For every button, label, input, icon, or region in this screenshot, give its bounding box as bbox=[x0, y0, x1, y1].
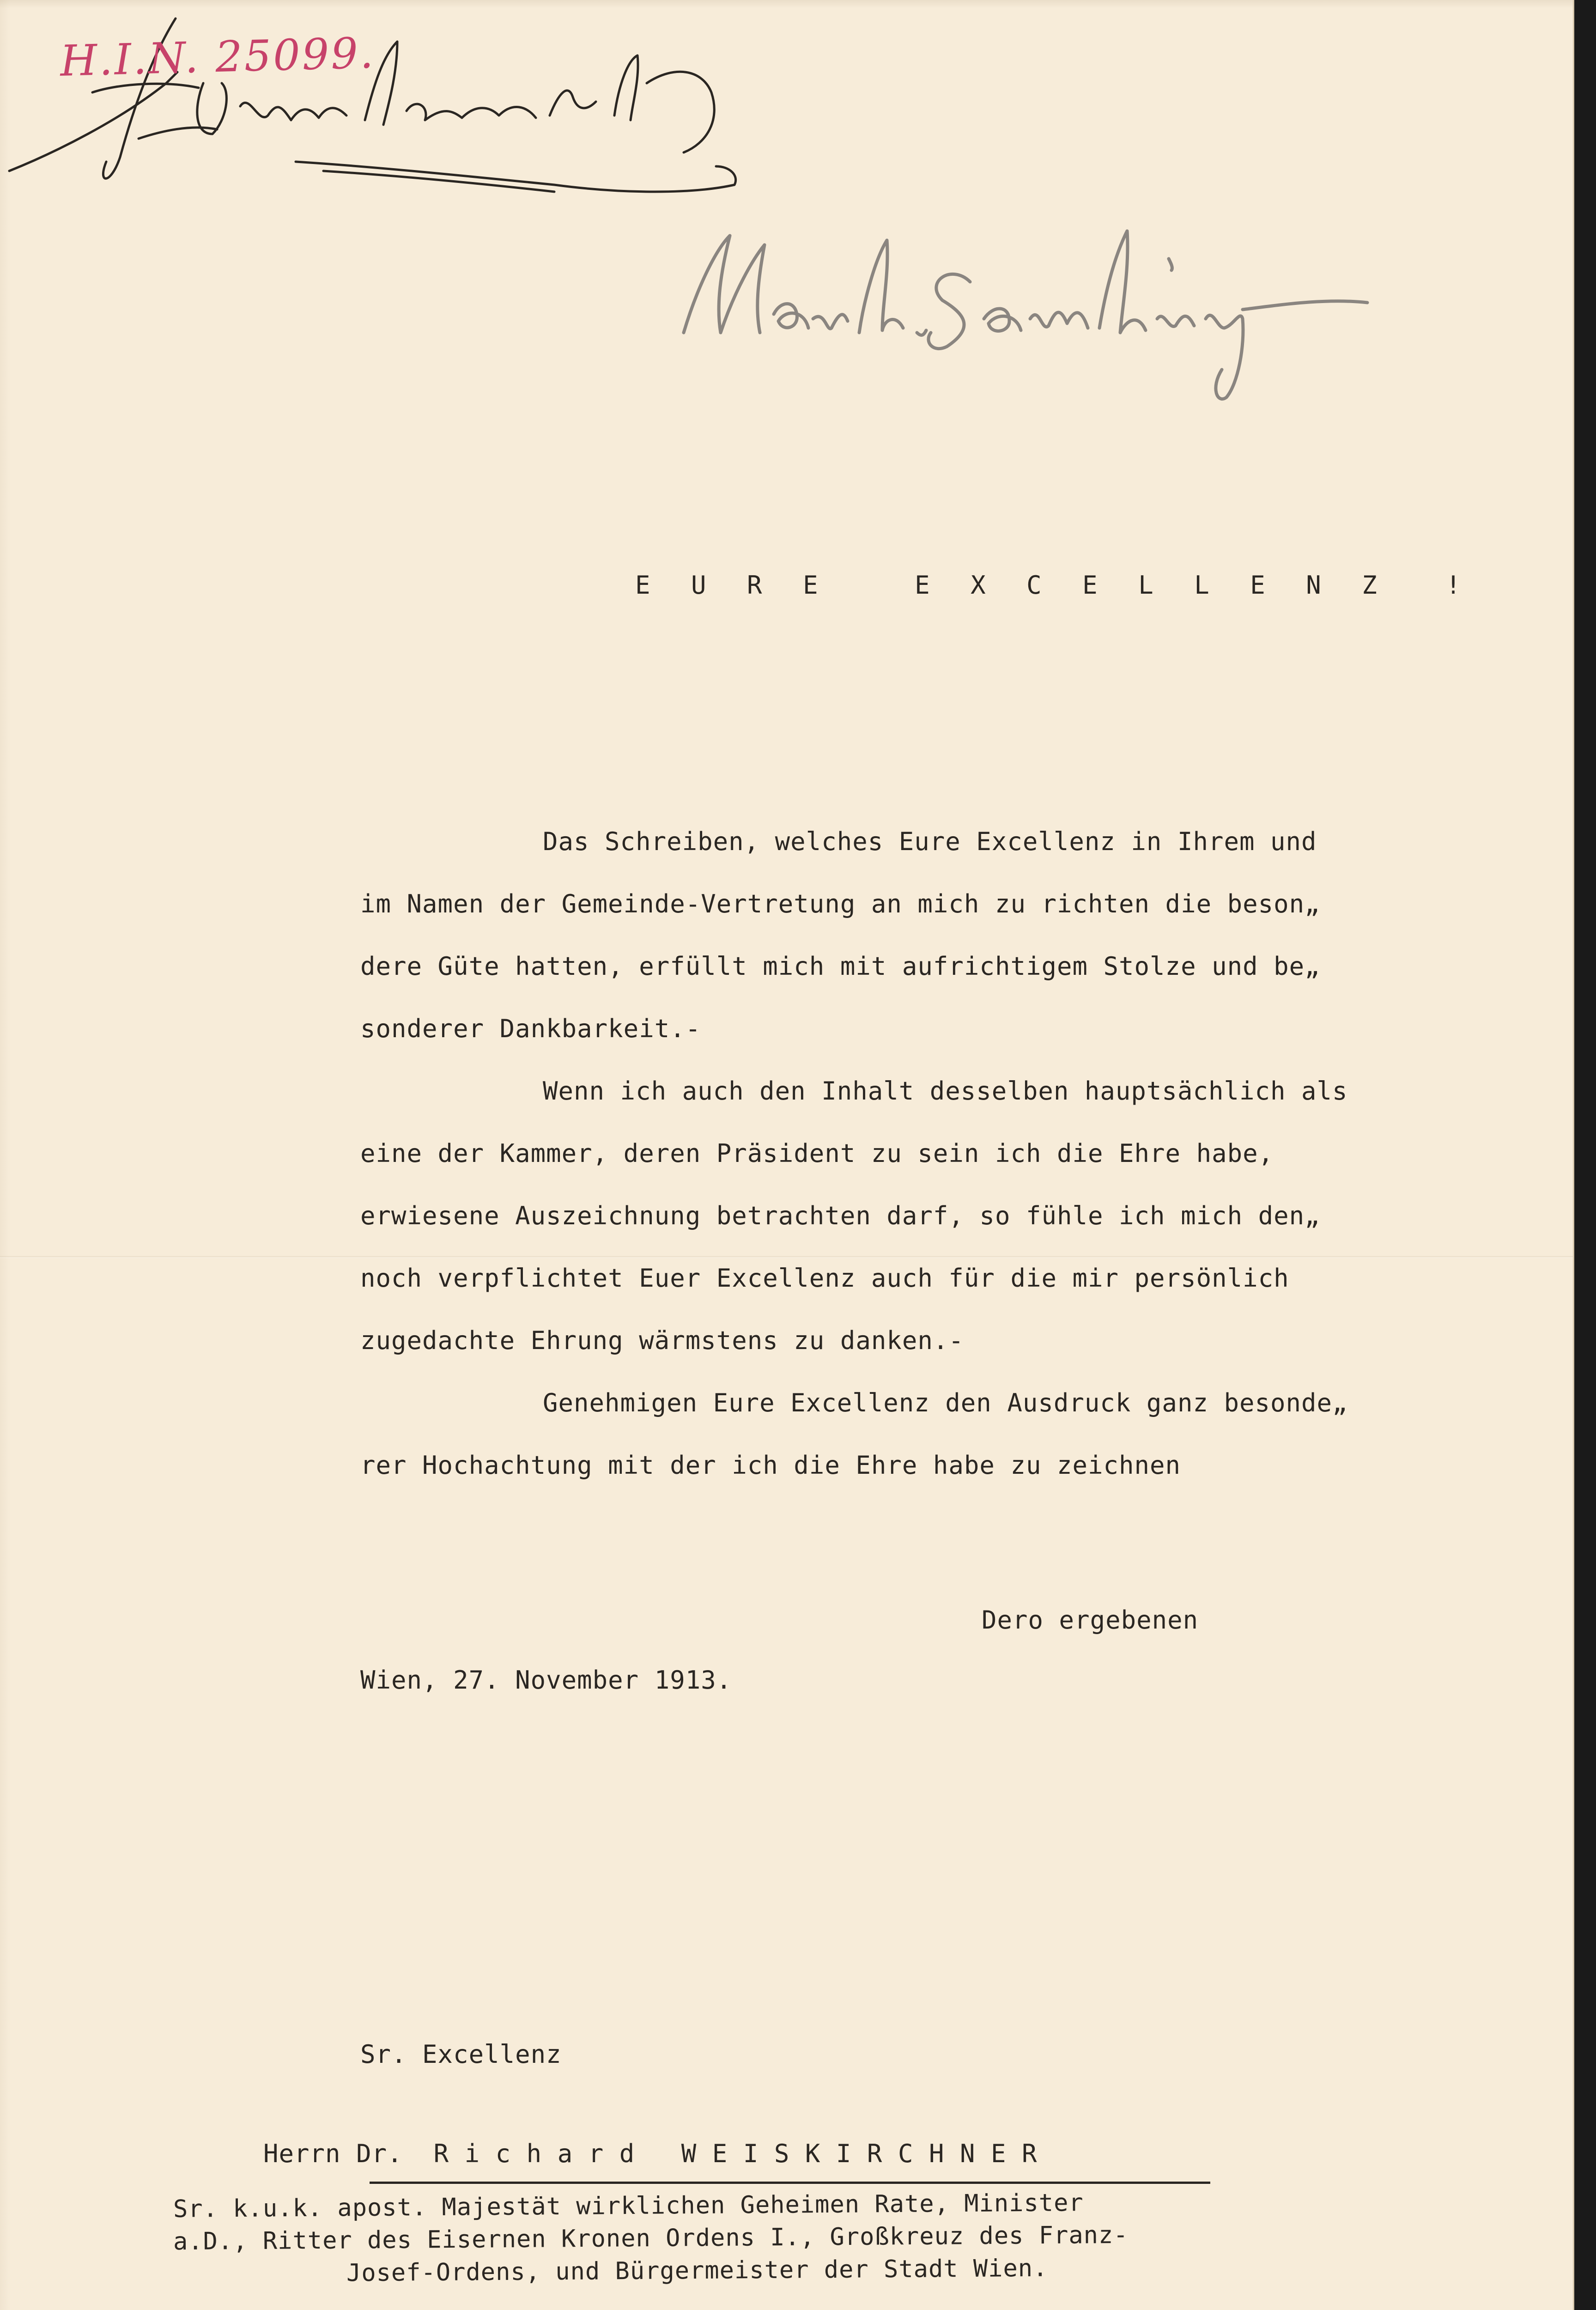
body-line-6: eine der Kammer, deren Präsident zu sein ich die Ehre habe, bbox=[360, 1139, 1274, 1168]
body-line-8: noch verpflichtet Euer Excellenz auch für die mir persönlich bbox=[360, 1264, 1289, 1293]
body-line-3: dere Güte hatten, erfüllt mich mit aufrichtigem Stolze und be„ bbox=[360, 952, 1320, 981]
body-line-1: Das Schreiben, welches Eure Excellenz in Ihrem und bbox=[543, 827, 1317, 856]
body-line-11: rer Hochachtung mit der ich die Ehre habe zu zeichnen bbox=[360, 1451, 1181, 1480]
body-line-9: zugedachte Ehrung wärmstens zu danken.- bbox=[360, 1326, 964, 1355]
salutation: E U R E E X C E L L E N Z ! bbox=[635, 571, 1474, 600]
address-name-line: Herrn Dr. R i c h a r d W E I S K I R C H N E R bbox=[263, 2139, 1038, 2168]
address-title-line-2: a.D., Ritter des Eisernen Kronen Ordens I., Großkreuz des Franz- bbox=[173, 2221, 1129, 2256]
name-underline bbox=[370, 2182, 1210, 2184]
archive-number: H.I.N. 25099. bbox=[59, 28, 376, 86]
body-line-5: Wenn ich auch den Inhalt desselben hauptsächlich als bbox=[543, 1076, 1348, 1106]
body-line-7: erwiesene Auszeichnung betrachten darf, so fühle ich mich den„ bbox=[360, 1201, 1320, 1230]
address-title-line-3: Josef-Ordens, und Bürgermeister der Stadt Wien. bbox=[346, 2254, 1048, 2287]
address-honorific: Sr. Excellenz bbox=[360, 2040, 562, 2069]
paper-fold-line bbox=[0, 1256, 1573, 1258]
body-line-10: Genehmigen Eure Excellenz den Ausdruck ganz besonde„ bbox=[543, 1388, 1348, 1417]
closing-formula: Dero ergebenen bbox=[982, 1605, 1199, 1635]
address-title-line-1: Sr. k.u.k. apost. Majestät wirklichen Geheimen Rate, Minister bbox=[173, 2189, 1084, 2223]
body-line-4: sonderer Dankbarkeit.- bbox=[360, 1014, 701, 1043]
date-line: Wien, 27. November 1913. bbox=[360, 1666, 732, 1695]
body-line-2: im Namen der Gemeinde-Vertretung an mich zu richten die beson„ bbox=[360, 889, 1320, 918]
collection-note-handwriting bbox=[665, 194, 1386, 407]
